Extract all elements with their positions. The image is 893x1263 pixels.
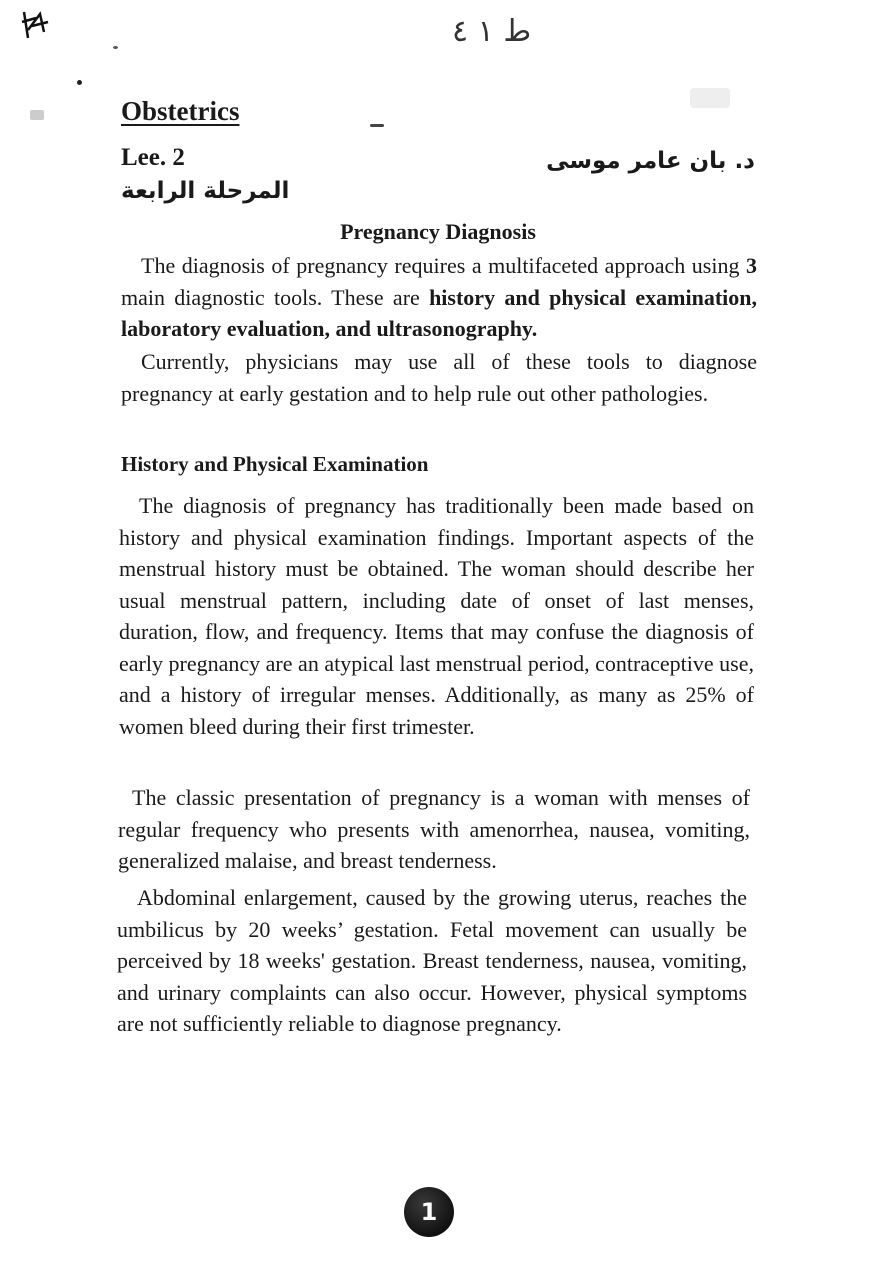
intro-text-d: history and physical examination, laboratory evaluation, and ultrasonography.: [121, 284, 757, 341]
body-paragraph-3-text: Abdominal enlargement, caused by the growing uterus, reaches the umbilicus by 20 weeks’ gestation. Fetal movement can usually be perceived by 18 weeks' gestation. Breast tenderness, nausea, vomiting, and urinary complaints can also occur. However, physical symptoms are not sufficiently reliable to diagnose pregnancy.: [117, 885, 747, 1036]
intro-paragraph-1: [121, 250, 757, 345]
handwritten-note: ط ١ ٤: [452, 14, 532, 49]
scan-speck: [113, 46, 118, 49]
intro-text-b: 3: [746, 253, 757, 278]
course-title: Obstetrics: [121, 96, 240, 126]
page-title: Pregnancy Diagnosis: [340, 219, 536, 244]
scan-speck: [690, 88, 730, 108]
section-heading: History and Physical Examination: [121, 452, 429, 476]
intro-text-a: The diagnosis of pregnancy requires a multifaceted approach using: [141, 253, 746, 278]
intro-paragraph-2: [121, 346, 757, 409]
intro-paragraph-2-text: Currently, physicians may use all of these tools to diagnose pregnancy at early gestation and to help rule out other pathologies.: [121, 349, 757, 406]
body-paragraph-2-text: The classic presentation of pregnancy is a woman with menses of regular frequency who presents with amenorrhea, nausea, vomiting, generalized malaise, and breast tenderness.: [118, 785, 750, 873]
author-name: د. بان عامر موسى: [546, 148, 755, 174]
body-paragraph-3: [117, 882, 747, 1040]
stage-label: المرحلة الرابعة: [121, 178, 290, 204]
page-number-badge: 1: [404, 1187, 454, 1237]
lecture-number: Lee. 2: [121, 144, 185, 171]
scan-speck: [370, 124, 384, 127]
scan-speck: [77, 80, 82, 85]
scribble-mark-icon: [18, 8, 52, 42]
scan-speck: [30, 110, 44, 120]
body-paragraph-1: [119, 490, 754, 742]
body-paragraph-1-text: The diagnosis of pregnancy has traditionally been made based on history and physical examination findings. Important aspects of the menstrual history must be obtained. The woman should describe her usual menstrual pattern, including date of onset of last menses, duration, flow, and frequency. Items that may confuse the diagnosis of early pregnancy are an atypical last menstrual period, contraceptive use, and a history of irregular menses. Additionally, as many as 25% of women bleed during their first trimester.: [119, 493, 754, 739]
body-paragraph-2: [118, 782, 750, 877]
intro-text-c: main diagnostic tools. These are: [121, 284, 430, 310]
